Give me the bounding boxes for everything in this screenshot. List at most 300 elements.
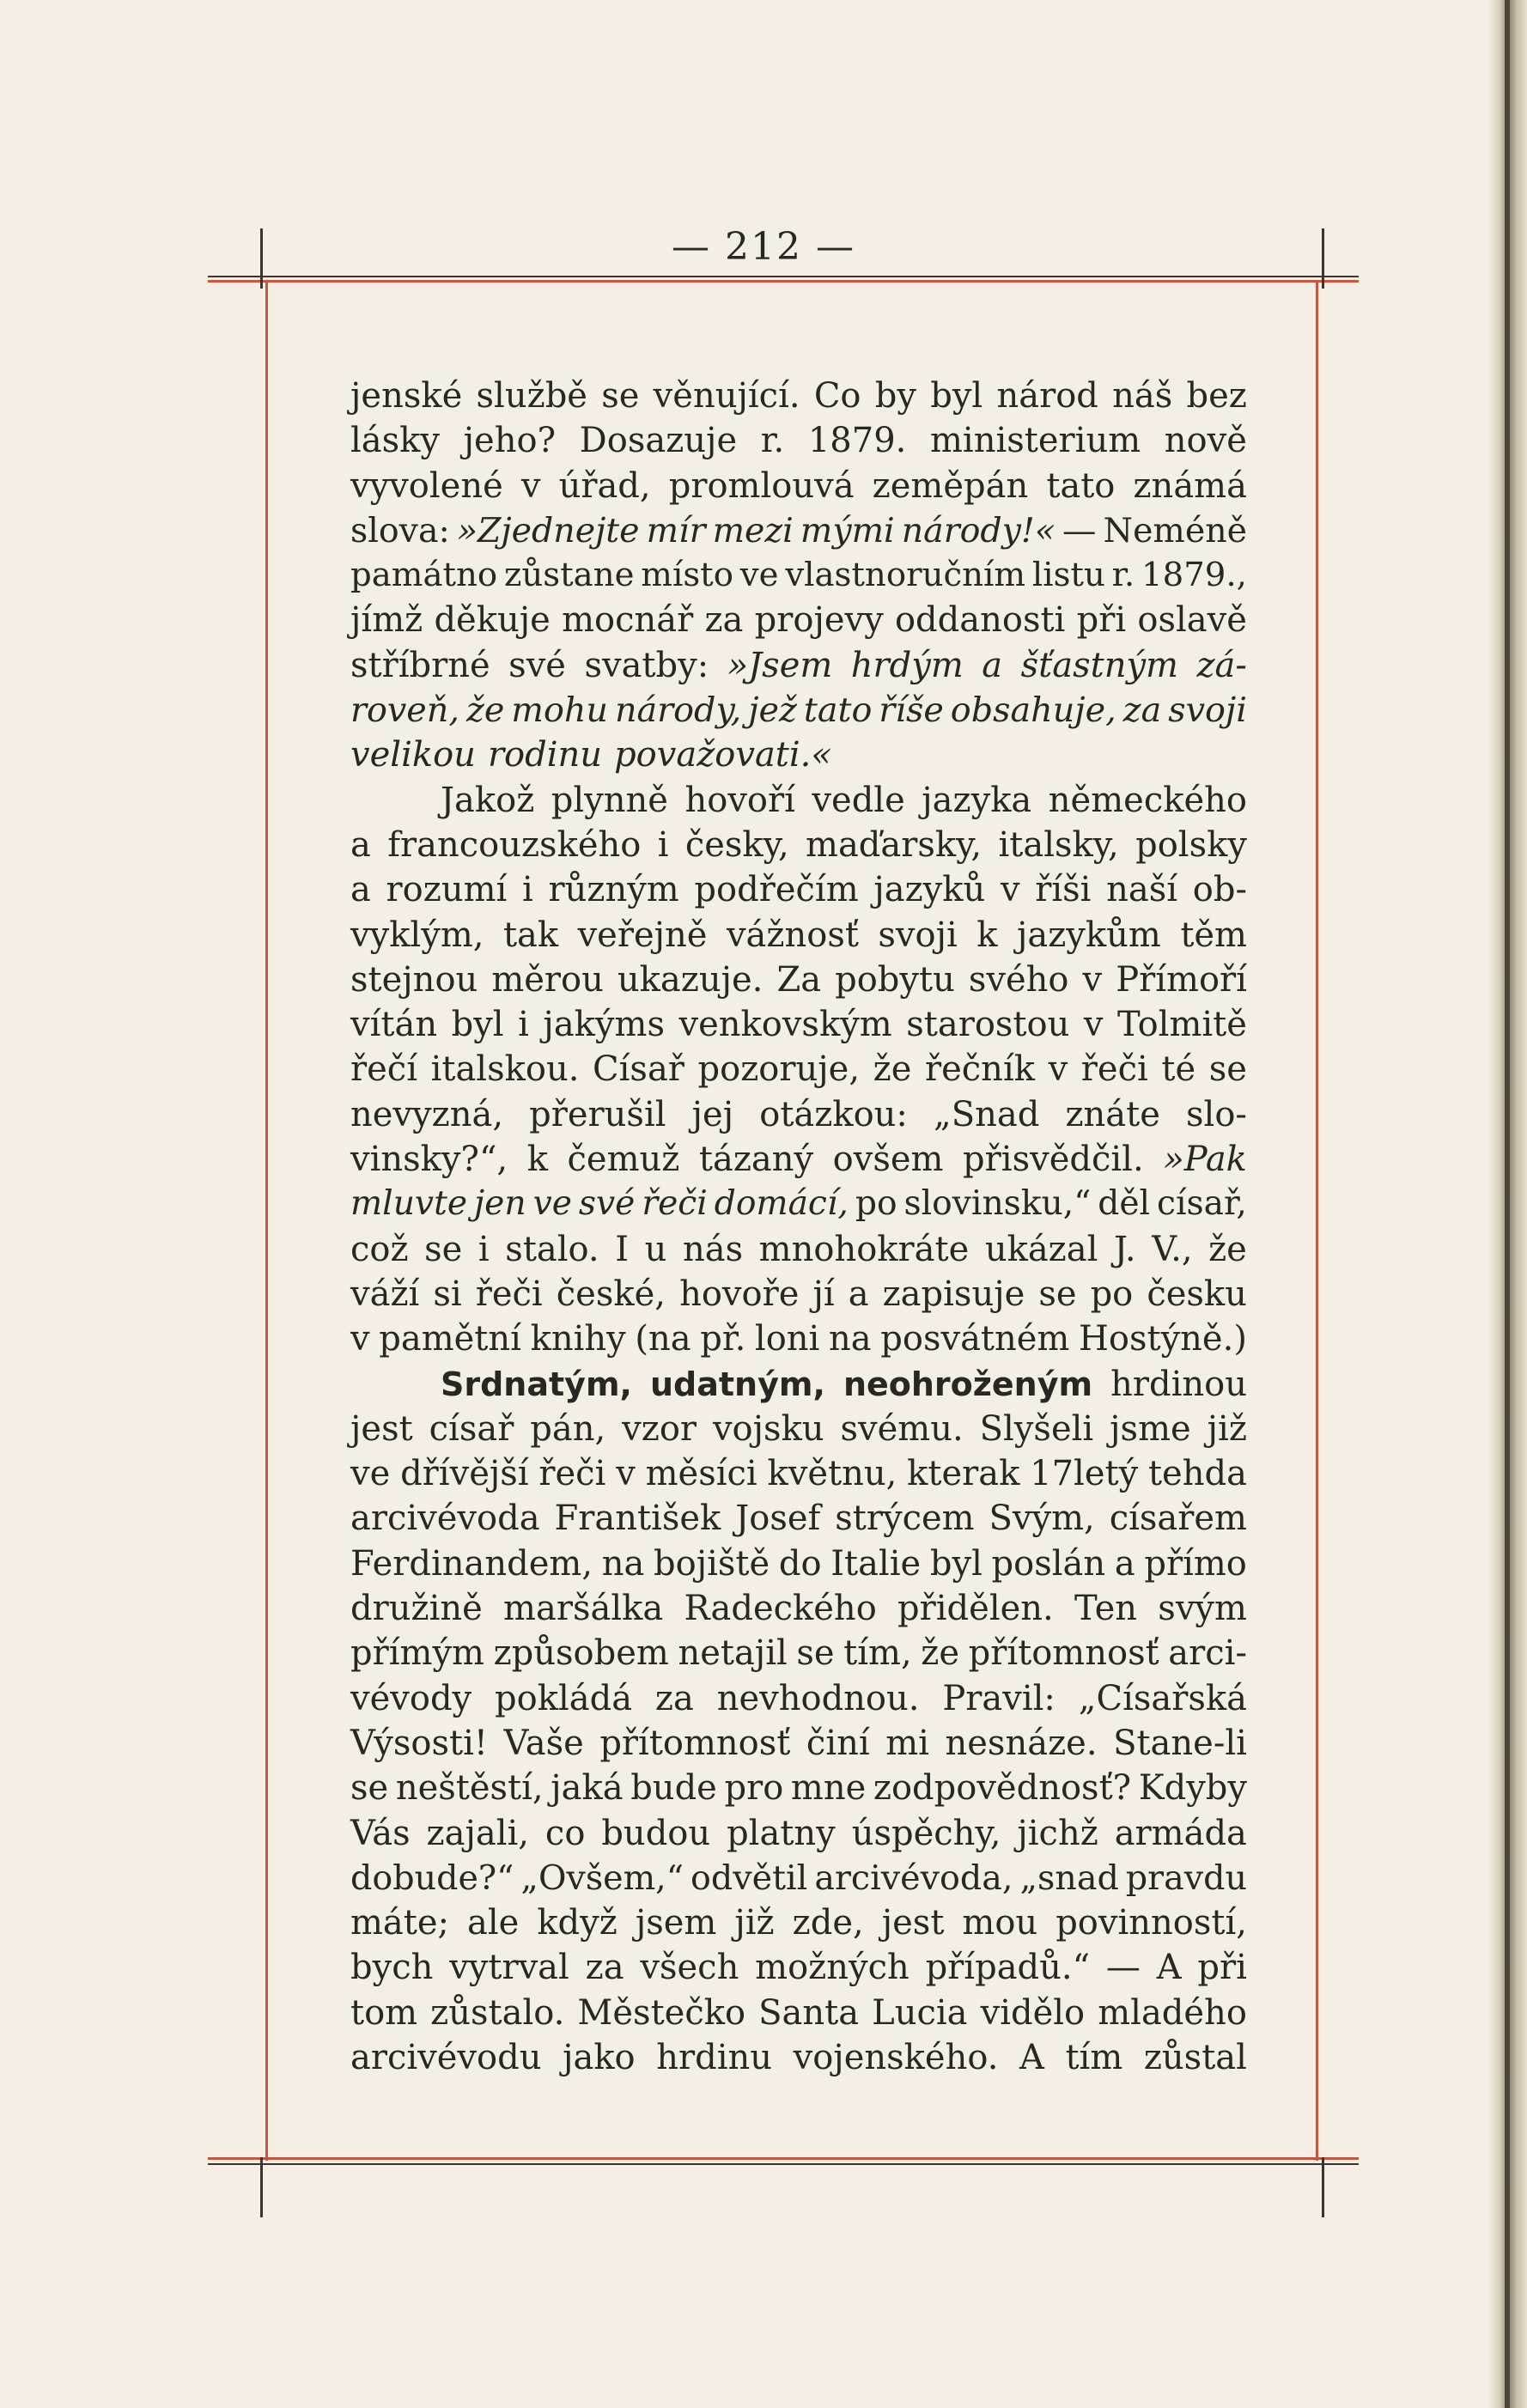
word: arci- bbox=[1168, 1633, 1247, 1674]
word: jazykům bbox=[1016, 915, 1161, 955]
word: domácí, bbox=[714, 1184, 849, 1224]
word: děl bbox=[1098, 1184, 1151, 1224]
word: ve bbox=[350, 1454, 391, 1494]
word: Jakož bbox=[441, 780, 535, 820]
word: slovinsku,“ bbox=[903, 1184, 1092, 1224]
word: mezi bbox=[712, 510, 794, 550]
word: 17letý bbox=[1030, 1454, 1139, 1494]
word: velikou bbox=[350, 735, 476, 775]
word: národy!« bbox=[901, 510, 1056, 550]
word: u bbox=[644, 1229, 667, 1269]
word: „Ovšem,“ bbox=[520, 1858, 684, 1898]
word: slova: bbox=[350, 510, 450, 550]
word: do bbox=[778, 1543, 822, 1584]
word: tázaný bbox=[698, 1140, 814, 1180]
text-line bbox=[350, 1811, 1247, 1856]
word: případů.“ bbox=[925, 1948, 1091, 1988]
text-line bbox=[350, 1900, 1247, 1945]
word: v bbox=[1083, 1005, 1104, 1045]
word: čemuž bbox=[567, 1140, 680, 1180]
word: udatným, bbox=[650, 1365, 825, 1403]
word: polsky bbox=[1135, 824, 1247, 865]
word: když bbox=[537, 1903, 617, 1943]
word: řeči bbox=[1080, 1049, 1148, 1090]
word: italsky, bbox=[998, 824, 1119, 865]
word: Císař bbox=[593, 1049, 684, 1090]
word: že bbox=[921, 1633, 960, 1674]
word: že bbox=[465, 690, 505, 731]
word: a bbox=[848, 1274, 869, 1314]
word: A bbox=[1156, 1948, 1182, 1988]
word: vlastnoručním bbox=[785, 556, 1026, 595]
word: v bbox=[520, 465, 541, 506]
word: české, bbox=[556, 1274, 666, 1314]
text-line bbox=[350, 643, 1247, 688]
word: květnu, bbox=[767, 1454, 897, 1494]
word: byl bbox=[929, 1543, 983, 1584]
word: vzor bbox=[622, 1408, 697, 1449]
word: maďarsky, bbox=[806, 824, 983, 865]
word: že bbox=[873, 1049, 912, 1090]
word: mnohokráte bbox=[758, 1229, 970, 1269]
word: náš bbox=[1112, 376, 1173, 416]
word: památno bbox=[350, 556, 498, 595]
word: pán, bbox=[530, 1408, 606, 1449]
word: váží bbox=[350, 1274, 420, 1314]
word: a bbox=[982, 645, 1003, 685]
word: považovati.« bbox=[614, 735, 832, 775]
word: ukazuje. bbox=[617, 959, 764, 1000]
word: službě bbox=[476, 376, 587, 416]
word: naší bbox=[1106, 870, 1178, 910]
word: řečí bbox=[350, 1049, 417, 1090]
word: francouzského bbox=[387, 824, 642, 865]
text-line bbox=[350, 1316, 1247, 1361]
word: zajali, bbox=[426, 1813, 529, 1853]
frame-bottom-rule bbox=[208, 2157, 1359, 2160]
word: přímým bbox=[350, 1633, 484, 1674]
word: projevy bbox=[754, 600, 884, 641]
text-line bbox=[350, 1182, 1247, 1226]
word: jest bbox=[881, 1903, 945, 1943]
word: Přímoří bbox=[1116, 959, 1247, 1000]
word: mou bbox=[962, 1903, 1038, 1943]
word: řeči bbox=[538, 1454, 606, 1494]
word: Co bbox=[813, 376, 861, 416]
word: Pravil: bbox=[942, 1678, 1056, 1718]
word: za bbox=[1122, 690, 1162, 731]
word: v bbox=[1082, 959, 1103, 1000]
word: se bbox=[601, 376, 640, 416]
word: jakýms bbox=[543, 1005, 665, 1045]
word: se bbox=[796, 1633, 835, 1674]
word: pobytu bbox=[835, 959, 955, 1000]
text-line bbox=[350, 688, 1247, 733]
word: plynně bbox=[551, 780, 668, 820]
word: nevhodnou. bbox=[716, 1678, 920, 1718]
word: máte; bbox=[350, 1903, 449, 1943]
word: známá bbox=[1133, 465, 1247, 506]
word: slo- bbox=[1186, 1094, 1247, 1134]
word: Ferdinandem, bbox=[350, 1543, 593, 1584]
word: za bbox=[585, 1948, 624, 1988]
word: stříbrné bbox=[350, 645, 490, 685]
word: neohroženým bbox=[843, 1365, 1093, 1403]
word: Srdnatým, bbox=[441, 1365, 632, 1403]
word: již bbox=[734, 1903, 775, 1943]
word: „snad bbox=[1019, 1858, 1119, 1898]
word: r. bbox=[1111, 556, 1135, 595]
word: V., bbox=[1152, 1229, 1193, 1269]
word: Vás bbox=[350, 1813, 411, 1853]
word: vojsku bbox=[712, 1408, 824, 1449]
word: jenské bbox=[350, 376, 463, 416]
word: mladého bbox=[1098, 1992, 1247, 2033]
word: Vaše bbox=[503, 1723, 584, 1763]
word: tom bbox=[350, 1992, 418, 2033]
word: řeči bbox=[475, 1274, 543, 1314]
word: ukázal bbox=[984, 1229, 1098, 1269]
word: arcivévoda, bbox=[814, 1858, 1013, 1898]
text-line bbox=[350, 508, 1247, 553]
word: se bbox=[1038, 1274, 1077, 1314]
word: tato bbox=[803, 690, 873, 731]
word: zapisuje bbox=[882, 1274, 1025, 1314]
word: se bbox=[1208, 1049, 1247, 1090]
word: Svým, bbox=[989, 1499, 1095, 1539]
text-line bbox=[350, 1407, 1247, 1451]
word: Radeckého bbox=[684, 1589, 877, 1629]
word: česky, bbox=[684, 824, 789, 865]
word: německého bbox=[1048, 780, 1247, 820]
word: císařem bbox=[1109, 1499, 1247, 1539]
word: svatby: bbox=[584, 645, 709, 685]
word: těm bbox=[1180, 915, 1247, 955]
word: Tolmitě bbox=[1117, 1005, 1247, 1045]
word: co bbox=[544, 1813, 586, 1853]
text-line bbox=[350, 867, 1247, 912]
word: arcivévodu bbox=[350, 2037, 542, 2077]
word: ve bbox=[532, 1184, 572, 1224]
word: Kdyby bbox=[1138, 1768, 1247, 1809]
text-line bbox=[350, 1092, 1247, 1137]
word: přímo bbox=[1144, 1543, 1247, 1584]
word: si bbox=[433, 1274, 462, 1314]
word: venkovským bbox=[678, 1005, 892, 1045]
word: by bbox=[874, 376, 916, 416]
text-line bbox=[350, 418, 1247, 463]
word: řeči bbox=[642, 1184, 708, 1224]
text-line bbox=[350, 1991, 1247, 2035]
word: po bbox=[1090, 1274, 1134, 1314]
word: svoji bbox=[1168, 690, 1247, 731]
word: ve bbox=[739, 556, 779, 595]
word: byl bbox=[930, 376, 983, 416]
word: »Jsem bbox=[727, 645, 833, 685]
word: hovoří bbox=[684, 780, 795, 820]
frame-bottom-left-tick bbox=[260, 2157, 263, 2217]
text-line bbox=[350, 1227, 1247, 1272]
word: podřečím bbox=[694, 870, 859, 910]
text-line bbox=[350, 1945, 1247, 1990]
word: hrdinou bbox=[1110, 1364, 1247, 1404]
book-spine-shadow bbox=[1505, 0, 1510, 2408]
word: v bbox=[1000, 870, 1020, 910]
word: za bbox=[704, 600, 744, 641]
word: přisvědčil. bbox=[963, 1140, 1144, 1180]
word: — bbox=[1062, 510, 1097, 550]
text-line bbox=[350, 2035, 1247, 2080]
word: jej bbox=[691, 1094, 734, 1134]
word: mi bbox=[885, 1723, 929, 1763]
word: svého bbox=[968, 959, 1069, 1000]
word: vedle bbox=[812, 780, 905, 820]
text-line bbox=[350, 1002, 1247, 1047]
word: po bbox=[855, 1184, 897, 1224]
word: listu bbox=[1031, 556, 1105, 595]
text-line bbox=[350, 1047, 1247, 1092]
word: Stane-li bbox=[1113, 1723, 1247, 1763]
word: tím, bbox=[843, 1633, 912, 1674]
word: znáte bbox=[1065, 1094, 1160, 1134]
word: Slyšeli bbox=[979, 1408, 1094, 1449]
word: bez bbox=[1186, 376, 1247, 416]
word: při bbox=[1197, 1948, 1247, 1988]
word: Ten bbox=[1074, 1589, 1138, 1629]
word: na bbox=[601, 1543, 645, 1584]
word: řečník bbox=[924, 1049, 1035, 1090]
word: nevyzná, bbox=[350, 1094, 504, 1134]
frame-bottom-dark-rule bbox=[208, 2163, 1359, 2165]
word: zde, bbox=[792, 1903, 864, 1943]
word: měsíci bbox=[645, 1454, 757, 1494]
word: že bbox=[1208, 1229, 1247, 1269]
word: Hostýně.) bbox=[1079, 1319, 1247, 1359]
word: armáda bbox=[1114, 1813, 1247, 1853]
word: děkuje bbox=[434, 600, 551, 641]
word: při bbox=[1076, 600, 1127, 641]
page-number: — 212 — bbox=[672, 225, 855, 269]
text-line bbox=[350, 958, 1247, 1002]
word: jazyků bbox=[873, 870, 986, 910]
word: se bbox=[424, 1229, 463, 1269]
word: Santa bbox=[758, 1992, 860, 2033]
text-line bbox=[350, 1496, 1247, 1541]
word: mne bbox=[790, 1768, 867, 1809]
word: — bbox=[1105, 1948, 1141, 1988]
text-line bbox=[350, 733, 1247, 777]
frame-bottom-right-tick bbox=[1322, 2157, 1324, 2217]
word: lásky bbox=[350, 421, 441, 461]
word: odvětil bbox=[690, 1858, 808, 1898]
word: jaká bbox=[551, 1768, 624, 1809]
word: v bbox=[350, 1319, 370, 1359]
word: činí bbox=[806, 1723, 870, 1763]
word: jen bbox=[474, 1184, 526, 1224]
word: otázkou: bbox=[759, 1094, 908, 1134]
word: pokládá bbox=[495, 1678, 633, 1718]
word: národy, bbox=[614, 690, 742, 731]
word: vítán bbox=[350, 1005, 438, 1045]
word: své bbox=[508, 645, 566, 685]
frame-right-rule bbox=[1316, 280, 1318, 2161]
word: místo bbox=[641, 556, 733, 595]
word: národ bbox=[996, 376, 1098, 416]
word: svému. bbox=[840, 1408, 964, 1449]
word: mohu bbox=[511, 690, 608, 731]
word: možných bbox=[755, 1948, 910, 1988]
word: nově bbox=[1164, 421, 1247, 461]
word: tím bbox=[1065, 2037, 1123, 2077]
word: vyvolené bbox=[350, 465, 503, 506]
word: Italie bbox=[830, 1543, 922, 1584]
word: jí bbox=[812, 1274, 835, 1314]
word: veřejně bbox=[577, 915, 708, 955]
word: šťastným bbox=[1020, 645, 1178, 685]
word: přítomnosť bbox=[968, 1633, 1159, 1674]
word: ob- bbox=[1192, 870, 1247, 910]
word: zá- bbox=[1196, 645, 1247, 685]
word: dobude?“ bbox=[350, 1858, 514, 1898]
word: „Snad bbox=[934, 1094, 1040, 1134]
text-line bbox=[350, 1362, 1247, 1407]
text-line bbox=[350, 1541, 1247, 1586]
word: př. bbox=[700, 1319, 746, 1359]
word: zeměpán bbox=[872, 465, 1029, 506]
word: přítomnosť bbox=[599, 1723, 791, 1763]
word: té bbox=[1161, 1049, 1196, 1090]
word: dřívější bbox=[400, 1454, 529, 1494]
word: všech bbox=[640, 1948, 739, 1988]
word: pravdu bbox=[1125, 1858, 1247, 1898]
word: říši bbox=[1035, 870, 1092, 910]
word: vojenského. bbox=[793, 2037, 999, 2077]
text-line bbox=[350, 1856, 1247, 1900]
word: strýcem bbox=[835, 1499, 975, 1539]
word: svoji bbox=[878, 915, 958, 955]
text-line bbox=[350, 1586, 1247, 1631]
word: i bbox=[522, 870, 533, 910]
word: neštěstí, bbox=[395, 1768, 544, 1809]
text-line bbox=[350, 1451, 1247, 1496]
word: mír bbox=[646, 510, 706, 550]
word: vytrval bbox=[449, 1948, 569, 1988]
word: hrdinu bbox=[656, 2037, 773, 2077]
word: maršálka bbox=[503, 1589, 664, 1629]
word: česku bbox=[1147, 1274, 1247, 1314]
word: Dosazuje bbox=[579, 421, 738, 461]
word: knihy bbox=[530, 1319, 626, 1359]
text-line bbox=[350, 1676, 1247, 1721]
word: platny bbox=[727, 1813, 836, 1853]
word: i bbox=[478, 1229, 490, 1269]
text-line bbox=[350, 913, 1247, 958]
word: rodinu bbox=[487, 735, 603, 775]
word: v bbox=[616, 1454, 636, 1494]
word: se bbox=[350, 1768, 389, 1809]
word: Městečko bbox=[577, 1992, 746, 2033]
word: bojiště bbox=[654, 1543, 770, 1584]
word: své bbox=[578, 1184, 636, 1224]
word: i bbox=[657, 824, 669, 865]
word: povinností, bbox=[1056, 1903, 1247, 1943]
word: oslavě bbox=[1137, 600, 1247, 641]
word: vyklým, bbox=[350, 915, 484, 955]
text-line bbox=[350, 1721, 1247, 1766]
word: jsme bbox=[1110, 1408, 1191, 1449]
word: jako bbox=[563, 2037, 636, 2077]
word: kterak bbox=[907, 1454, 1020, 1494]
word: Výsosti! bbox=[350, 1723, 488, 1763]
word: A bbox=[1019, 2037, 1044, 2077]
word: posvátném bbox=[880, 1319, 1070, 1359]
word: Neméně bbox=[1103, 510, 1247, 550]
word: pro bbox=[724, 1768, 784, 1809]
word: Lucia bbox=[872, 1992, 968, 2033]
word: arcivévoda bbox=[350, 1499, 540, 1539]
word: 1879., bbox=[1141, 556, 1247, 595]
word: což bbox=[350, 1229, 409, 1269]
word: přidělen. bbox=[897, 1589, 1054, 1629]
word: r. bbox=[760, 421, 785, 461]
word: mluvte bbox=[350, 1184, 468, 1224]
word: k bbox=[976, 915, 998, 955]
word: svým bbox=[1158, 1589, 1247, 1629]
word: ale bbox=[467, 1903, 520, 1943]
word: netajil bbox=[678, 1633, 788, 1674]
word: za bbox=[654, 1678, 694, 1718]
word: loni bbox=[754, 1319, 820, 1359]
word: císař, bbox=[1157, 1184, 1247, 1224]
word: měrou bbox=[491, 959, 604, 1000]
word: »Zjednejte bbox=[456, 510, 640, 550]
word: »Pak bbox=[1163, 1140, 1247, 1180]
text-line bbox=[350, 1766, 1247, 1810]
word: pamětní bbox=[379, 1319, 521, 1359]
word: pozoruje, bbox=[697, 1049, 861, 1090]
word: vidělo bbox=[980, 1992, 1086, 2033]
word: družině bbox=[350, 1589, 483, 1629]
text-line bbox=[350, 464, 1247, 508]
word: bude bbox=[630, 1768, 717, 1809]
text-line bbox=[350, 1137, 1247, 1182]
frame-top-rule bbox=[208, 280, 1359, 283]
word: byl bbox=[451, 1005, 504, 1045]
word: zůstane bbox=[504, 556, 635, 595]
word: tato bbox=[1046, 465, 1116, 506]
word: mými bbox=[800, 510, 895, 550]
word: jsem bbox=[635, 1903, 717, 1943]
word: říše bbox=[879, 690, 944, 731]
word: stalo. bbox=[505, 1229, 599, 1269]
word: tak bbox=[502, 915, 559, 955]
word: jež bbox=[748, 690, 797, 731]
word: starostou bbox=[906, 1005, 1070, 1045]
word: ministerium bbox=[930, 421, 1141, 461]
word: vévody bbox=[350, 1678, 472, 1718]
word: úspěchy, bbox=[851, 1813, 1001, 1853]
text-line bbox=[350, 553, 1247, 598]
word: jímž bbox=[350, 600, 423, 641]
word: rozumí bbox=[386, 870, 508, 910]
word: jichž bbox=[1017, 1813, 1098, 1853]
word: nesnáze. bbox=[945, 1723, 1098, 1763]
word: Za bbox=[776, 959, 822, 1000]
word: hovoře bbox=[679, 1274, 800, 1314]
frame-left-rule bbox=[265, 280, 268, 2161]
text-line bbox=[350, 1631, 1247, 1675]
word: zůstal bbox=[1143, 2037, 1247, 2077]
